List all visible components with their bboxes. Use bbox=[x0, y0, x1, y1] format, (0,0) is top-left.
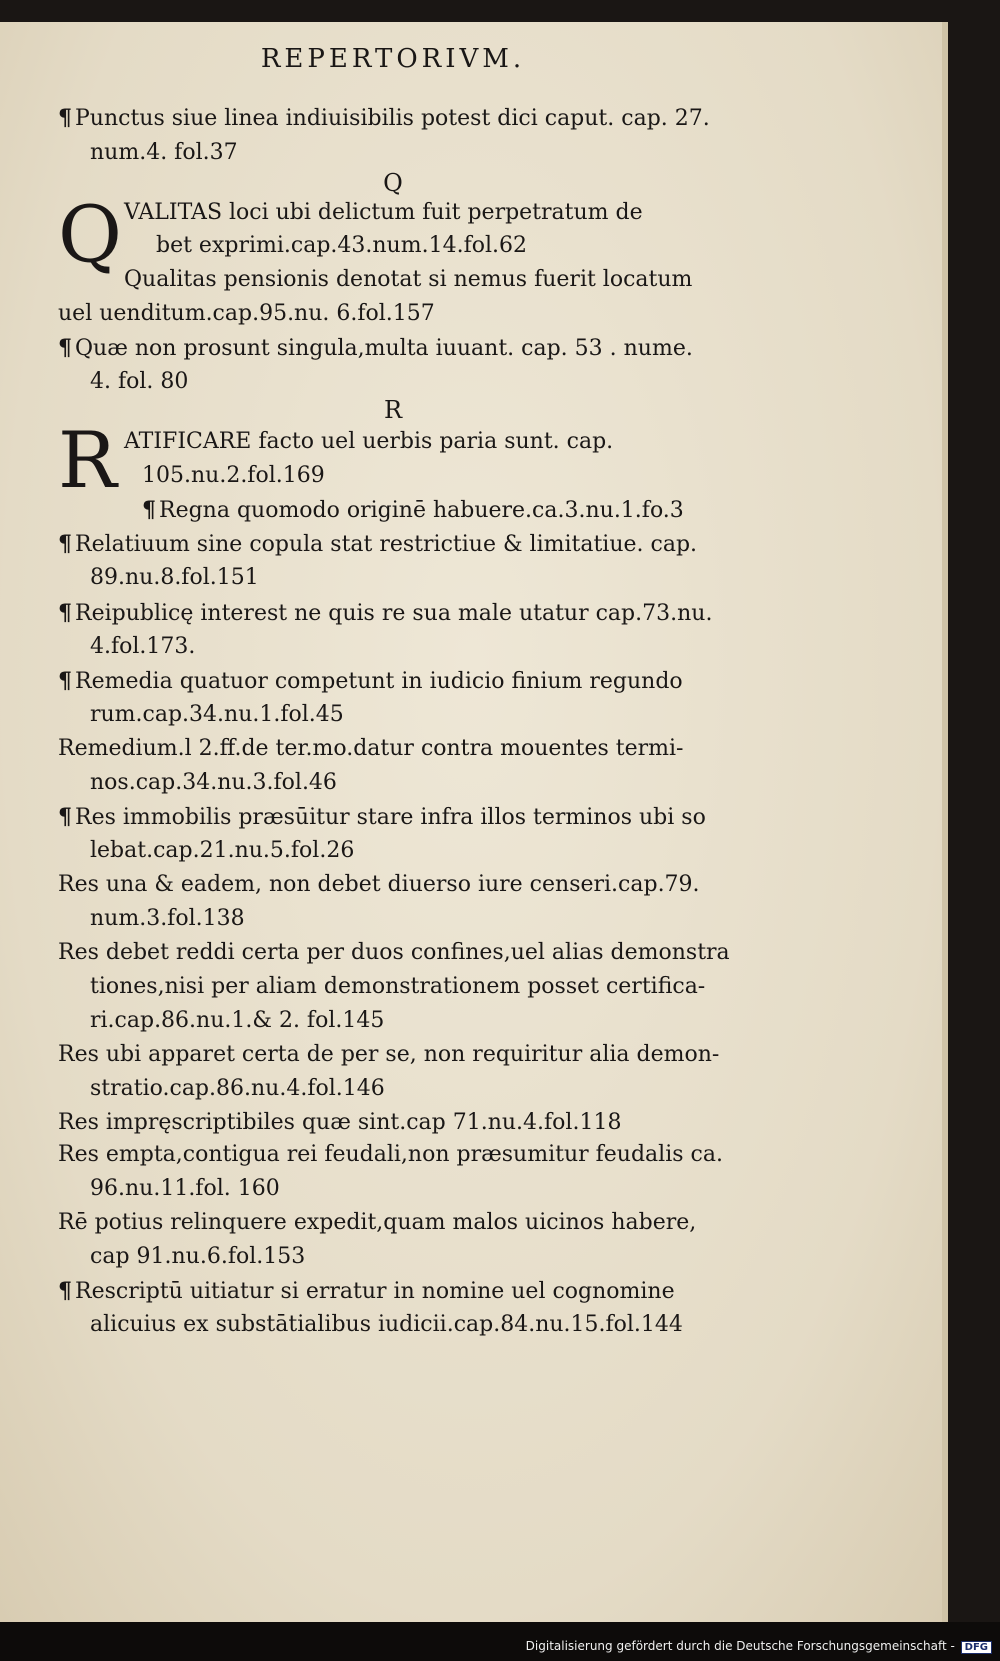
entry-line: 4.fol.173. bbox=[90, 634, 196, 659]
pilcrow-icon: ¶ bbox=[58, 804, 72, 830]
entry-line: ATIFICARE facto uel uerbis paria sunt. cap. bbox=[124, 429, 614, 454]
entry-line: Qualitas pensionis denotat si nemus fuerit locatum bbox=[124, 267, 693, 292]
entry-line: ¶ Remedia quatuor competunt in iudicio finium regundo bbox=[58, 668, 683, 694]
entry-line: num.4. fol.37 bbox=[90, 140, 238, 165]
entry-line: cap 91.nu.6.fol.153 bbox=[90, 1244, 306, 1269]
dropcap-q: Q bbox=[58, 190, 122, 280]
entry-line: ri.cap.86.nu.1.& 2. fol.145 bbox=[90, 1008, 385, 1033]
entry-line: ¶ Relatiuum sine copula stat restrictiue & limitatiue. cap. bbox=[58, 531, 698, 557]
digitization-credit bbox=[526, 1639, 992, 1654]
entry-line: 89.nu.8.fol.151 bbox=[90, 565, 259, 590]
entry-line: rum.cap.34.nu.1.fol.45 bbox=[90, 702, 344, 727]
page-edge bbox=[942, 22, 948, 1622]
entry-line: ¶ Punctus siue linea indiuisibilis potest dici caput. cap. 27. bbox=[58, 105, 710, 131]
entry-line: Res ubi apparet certa de per se, non requiritur alia demon- bbox=[58, 1042, 720, 1067]
pilcrow-icon: ¶ bbox=[58, 531, 72, 557]
dfg-logo: DFG bbox=[961, 1641, 992, 1654]
entry-line: 105.nu.2.fol.169 bbox=[142, 463, 325, 488]
entry-line: Res empta,contigua rei feudali,non præsumitur feudalis ca. bbox=[58, 1142, 723, 1167]
pilcrow-icon: ¶ bbox=[58, 668, 72, 694]
section-letter-r: R bbox=[383, 396, 403, 424]
pilcrow-icon: ¶ bbox=[58, 600, 72, 626]
pilcrow-icon: ¶ bbox=[58, 105, 72, 131]
entry-line: Rē potius relinquere expedit,quam malos uicinos habere, bbox=[58, 1210, 697, 1235]
pilcrow-icon: ¶ bbox=[58, 1278, 72, 1304]
entry-line: alicuius ex substātialibus iudicii.cap.84.nu.15.fol.144 bbox=[90, 1312, 683, 1337]
entry-line: 96.nu.11.fol. 160 bbox=[90, 1176, 280, 1201]
entry-line: Res una & eadem, non debet diuerso iure censeri.cap.79. bbox=[58, 872, 700, 897]
pilcrow-icon: ¶ bbox=[142, 497, 156, 523]
entry-line: ¶ Res immobilis præsūitur stare infra illos terminos ubi so bbox=[58, 804, 706, 830]
entry-line: Remedium.l 2.ff.de ter.mo.datur contra mouentes termi- bbox=[58, 736, 684, 761]
entry-line: bet exprimi.cap.43.num.14.fol.62 bbox=[156, 233, 527, 258]
entry-line: uel uenditum.cap.95.nu. 6.fol.157 bbox=[58, 301, 435, 326]
entry-line: ¶ Reipublicę interest ne quis re sua male utatur cap.73.nu. bbox=[58, 600, 713, 626]
entry-line: Res impręscriptibiles quæ sint.cap 71.nu.4.fol.118 bbox=[58, 1110, 622, 1135]
entry-line: ¶ Quæ non prosunt singula,multa iuuant. cap. 53 . nume. bbox=[58, 335, 693, 361]
section-letter-q: Q bbox=[383, 169, 403, 197]
entry-line: stratio.cap.86.nu.4.fol.146 bbox=[90, 1076, 385, 1101]
entry-line: num.3.fol.138 bbox=[90, 906, 245, 931]
dropcap-r: R bbox=[58, 416, 117, 506]
entry-line: lebat.cap.21.nu.5.fol.26 bbox=[90, 838, 355, 863]
entry-line: tiones,nisi per aliam demonstrationem posset certifica- bbox=[90, 974, 706, 999]
pilcrow-icon: ¶ bbox=[58, 335, 72, 361]
entry-line: nos.cap.34.nu.3.fol.46 bbox=[90, 770, 337, 795]
footer-text: Digitalisierung gefördert durch die Deutsche Forschungsgemeinschaft - bbox=[525, 1639, 955, 1653]
entry-line: ¶ Rescriptū uitiatur si erratur in nomine uel cognomine bbox=[58, 1278, 675, 1304]
running-header: REPERTORIVM. bbox=[260, 44, 526, 74]
entry-line: Res debet reddi certa per duos confines,uel alias demonstra bbox=[58, 940, 730, 965]
entry-line: VALITAS loci ubi delictum fuit perpetratum de bbox=[124, 200, 643, 225]
entry-line: 4. fol. 80 bbox=[90, 369, 189, 394]
entry-line: ¶ Regna quomodo originē habuere.ca.3.nu.1.fo.3 bbox=[142, 497, 684, 523]
